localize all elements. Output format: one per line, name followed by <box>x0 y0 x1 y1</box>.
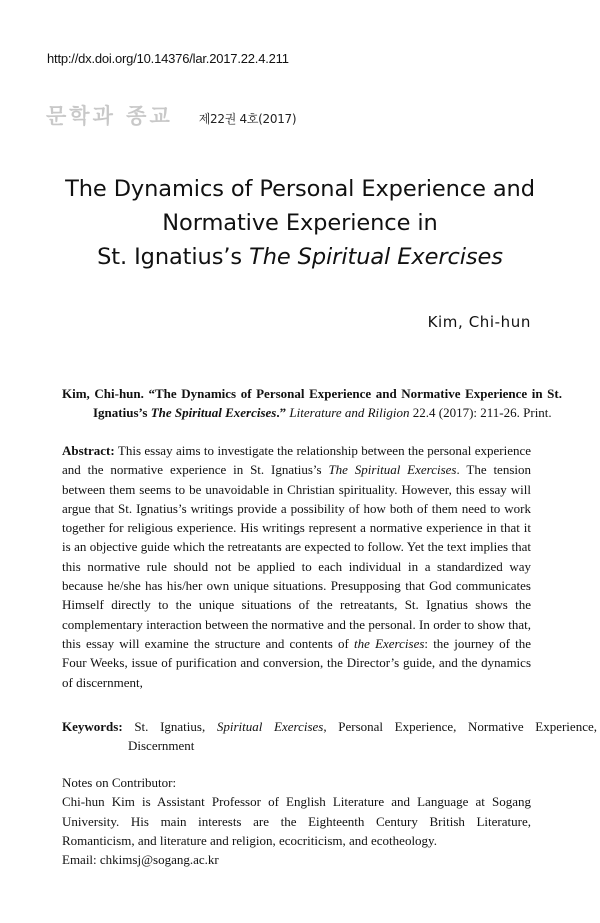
paper-title <box>0 172 600 274</box>
title-work-italic: The Spiritual Exercises <box>249 244 503 270</box>
abstract <box>62 441 531 692</box>
author-name: Kim, Chi-hun <box>427 313 531 331</box>
journal-header <box>46 100 296 130</box>
citation-rest: 22.4 (2017): 211-26. Print. <box>409 405 552 421</box>
citation <box>62 384 562 423</box>
citation-journal: Literature and Riligion <box>286 405 410 421</box>
notes-heading: Notes on Contributor: <box>62 775 177 790</box>
keywords-pre: St. Ignatius, <box>122 719 217 734</box>
abstract-work-2: the Exercises <box>354 635 425 651</box>
journal-name: 문학과 종교 <box>46 104 173 128</box>
journal-issue: 제22권 4호(2017) <box>198 112 297 126</box>
keywords-post: , Personal Experience, Normative Experience, Discernment <box>128 719 597 754</box>
abstract-text-3: : the journey of the Four Weeks, issue of purification and conversion, the Director’s guide, and the dynamics of discernment, <box>62 635 532 690</box>
contributor-bio: Chi-hun Kim is Assistant Professor of English Literature and Language at Sogang University. His main interests are the Eighteenth Century British Literature, Romanticism, and literature and religion, ecocriticism, and ecotheology. <box>62 794 531 848</box>
abstract-text-2: . The tension between them seems to be unavoidable in Christian spirituality. However, this essay will argue that St. Ignatius’s writings provide a possibility of how both of them need to work together for religious experience. His writings represent a normative experience in that it is an objective guide which the retreatants are expected to follow. Yet the text implies that this normative rule should not be applied to each individual in a standardized way because he/she has his/her own unique situations. Presupposing that God communicates Himself directly to the unique situations of the retreatants, St. Ignatius shows the complementary interaction between the normative and the personal. In order to show that, this essay will examine the structure and contents of <box>62 462 532 651</box>
title-line-2: Normative Experience in <box>162 210 438 236</box>
citation-close-quote: .” <box>276 405 287 421</box>
keywords <box>62 717 597 756</box>
doi-link[interactable]: http://dx.doi.org/10.14376/lar.2017.22.4.211 <box>47 51 289 66</box>
title-line-3 <box>0 240 600 274</box>
title-line-1: The Dynamics of Personal Experience and <box>65 176 535 202</box>
abstract-label: Abstract: <box>62 443 115 458</box>
keywords-label: Keywords: <box>62 719 123 734</box>
title-line-3-prefix: St. Ignatius’s <box>97 244 250 270</box>
citation-lead: Kim, Chi-hun. “The Dynamics of Personal Experience and Normative Experience in St. Ignatius’s <box>62 386 562 421</box>
abstract-work-1: The Spiritual Exercises <box>328 462 457 478</box>
contributor-email[interactable]: Email: chkimsj@sogang.ac.kr <box>62 852 219 868</box>
citation-work-title: The Spiritual Exercises <box>150 405 277 421</box>
notes-on-contributor <box>62 773 531 869</box>
keywords-italic: Spiritual Exercises <box>216 719 324 734</box>
abstract-text-1: This essay aims to investigate the relationship between the personal experience and the normative experience in St. Ignatius’s <box>62 443 531 478</box>
